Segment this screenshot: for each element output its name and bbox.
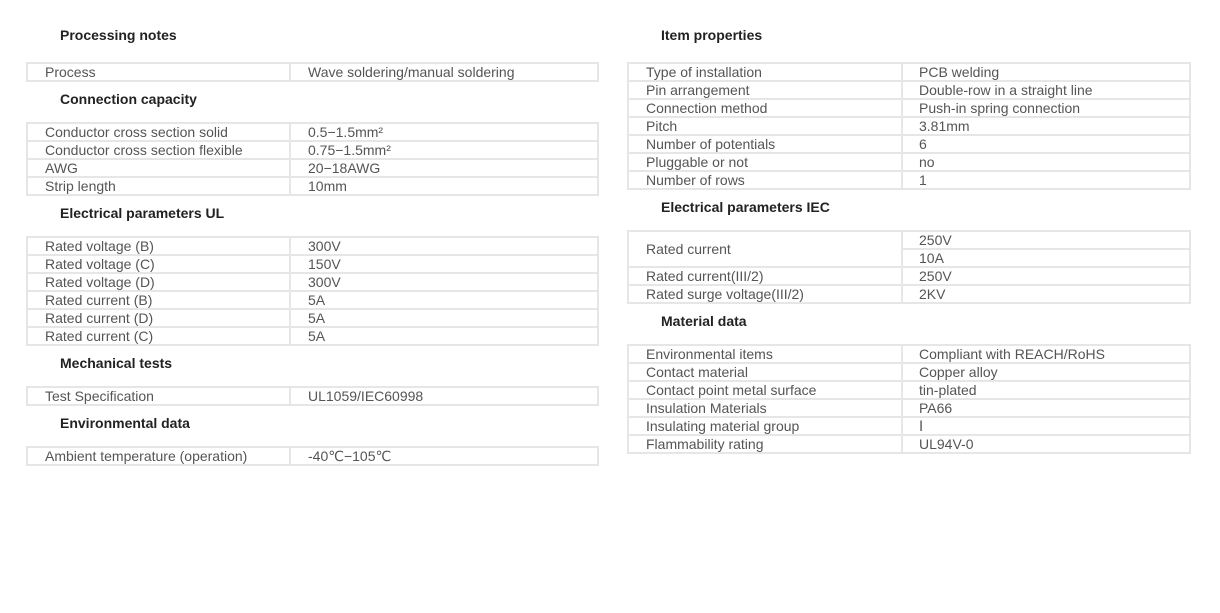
table-row [628,117,1190,135]
spec-key: Rated voltage (B) [27,237,290,255]
spec-value: 20−18AWG [290,159,598,177]
table-row [628,81,1190,99]
table-row [27,237,598,255]
table-row [27,123,598,141]
spec-value: 0.5−1.5mm² [290,123,598,141]
table-row [628,417,1190,435]
spec-key: Pluggable or not [628,153,902,171]
section-title-environmental-data: Environmental data [60,415,190,431]
table-electrical-ul [26,236,599,346]
spec-value: 250V [902,267,1190,285]
table-row [628,63,1190,81]
spec-key: Environmental items [628,345,902,363]
spec-value: 0.75−1.5mm² [290,141,598,159]
spec-value: UL94V-0 [902,435,1190,453]
section-title-connection-capacity: Connection capacity [60,91,197,107]
spec-value: Compliant with REACH/RoHS [902,345,1190,363]
spec-key: Number of rows [628,171,902,189]
table-row [27,309,598,327]
table-row [628,171,1190,189]
right-column [627,0,1191,454]
spec-value: Wave soldering/manual soldering [290,63,598,81]
table-row [27,447,598,465]
table-row [27,141,598,159]
spec-value: PCB welding [902,63,1190,81]
table-environmental-data [26,446,599,466]
section-title-processing-notes: Processing notes [60,27,177,43]
table-row [628,435,1190,453]
table-row [628,363,1190,381]
spec-value: 5A [290,309,598,327]
spec-value: 1 [902,171,1190,189]
table-row [27,291,598,309]
spec-key: Test Specification [27,387,290,405]
section-title-mechanical-tests: Mechanical tests [60,355,173,371]
spec-value: 300V [290,273,598,291]
table-material-data [627,344,1191,454]
spec-key: Connection method [628,99,902,117]
spec-key: Rated current (C) [27,327,290,345]
table-connection-capacity [26,122,599,196]
section-title-electrical-iec: Electrical parameters IEC [661,199,830,215]
spec-key: Insulating material group [628,417,902,435]
spec-value: Copper alloy [902,363,1190,381]
spec-key: Rated current [628,231,902,267]
spec-key: Pitch [628,117,902,135]
spec-value: 6 [902,135,1190,153]
table-row [27,159,598,177]
spec-key: Strip length [27,177,290,195]
table-row [628,135,1190,153]
spec-value: 250V [902,231,1190,249]
table-row [27,327,598,345]
spec-value: Push-in spring connection [902,99,1190,117]
spec-key: Rated current(III/2) [628,267,902,285]
table-row [27,387,598,405]
spec-key: Contact material [628,363,902,381]
spec-key: Number of potentials [628,135,902,153]
spec-value: 150V [290,255,598,273]
table-row [628,399,1190,417]
table-row [628,345,1190,363]
table-row [27,255,598,273]
spec-value: 3.81mm [902,117,1190,135]
spec-key: Rated voltage (C) [27,255,290,273]
spec-value: 10A [902,249,1190,267]
table-electrical-iec [627,230,1191,304]
spec-key: Conductor cross section flexible [27,141,290,159]
table-item-properties [627,62,1191,190]
spec-value: 300V [290,237,598,255]
spec-value: 5A [290,291,598,309]
spec-key: Rated current (B) [27,291,290,309]
spec-key: Flammability rating [628,435,902,453]
spec-key: Insulation Materials [628,399,902,417]
spec-value: PA66 [902,399,1190,417]
spec-key: Rated surge voltage(III/2) [628,285,902,303]
spec-key: Rated current (D) [27,309,290,327]
table-row [628,381,1190,399]
spec-value: no [902,153,1190,171]
table-row [628,153,1190,171]
spec-key: AWG [27,159,290,177]
spec-key: Type of installation [628,63,902,81]
left-column [26,0,599,466]
table-row [628,285,1190,303]
spec-key: Pin arrangement [628,81,902,99]
section-title-item-properties: Item properties [661,27,763,43]
spec-value: -40℃−105℃ [290,447,598,465]
spec-value: tin-plated [902,381,1190,399]
spec-key: Ambient temperature (operation) [27,447,290,465]
spec-value: Double-row in a straight line [902,81,1190,99]
table-mechanical-tests [26,386,599,406]
spec-value: 10mm [290,177,598,195]
spec-key: Rated voltage (D) [27,273,290,291]
spec-key: Contact point metal surface [628,381,902,399]
table-row [27,63,598,81]
table-row [27,273,598,291]
table-row [27,177,598,195]
table-row [628,267,1190,285]
spec-value: Ⅰ [902,417,1190,435]
spec-value: UL1059/IEC60998 [290,387,598,405]
spec-value: 5A [290,327,598,345]
table-row [628,231,1190,249]
spec-key: Process [27,63,290,81]
table-row [628,99,1190,117]
section-title-material-data: Material data [661,313,747,329]
spec-key: Conductor cross section solid [27,123,290,141]
section-title-electrical-ul: Electrical parameters UL [60,205,225,221]
table-processing-notes [26,62,599,82]
spec-value: 2KV [902,285,1190,303]
